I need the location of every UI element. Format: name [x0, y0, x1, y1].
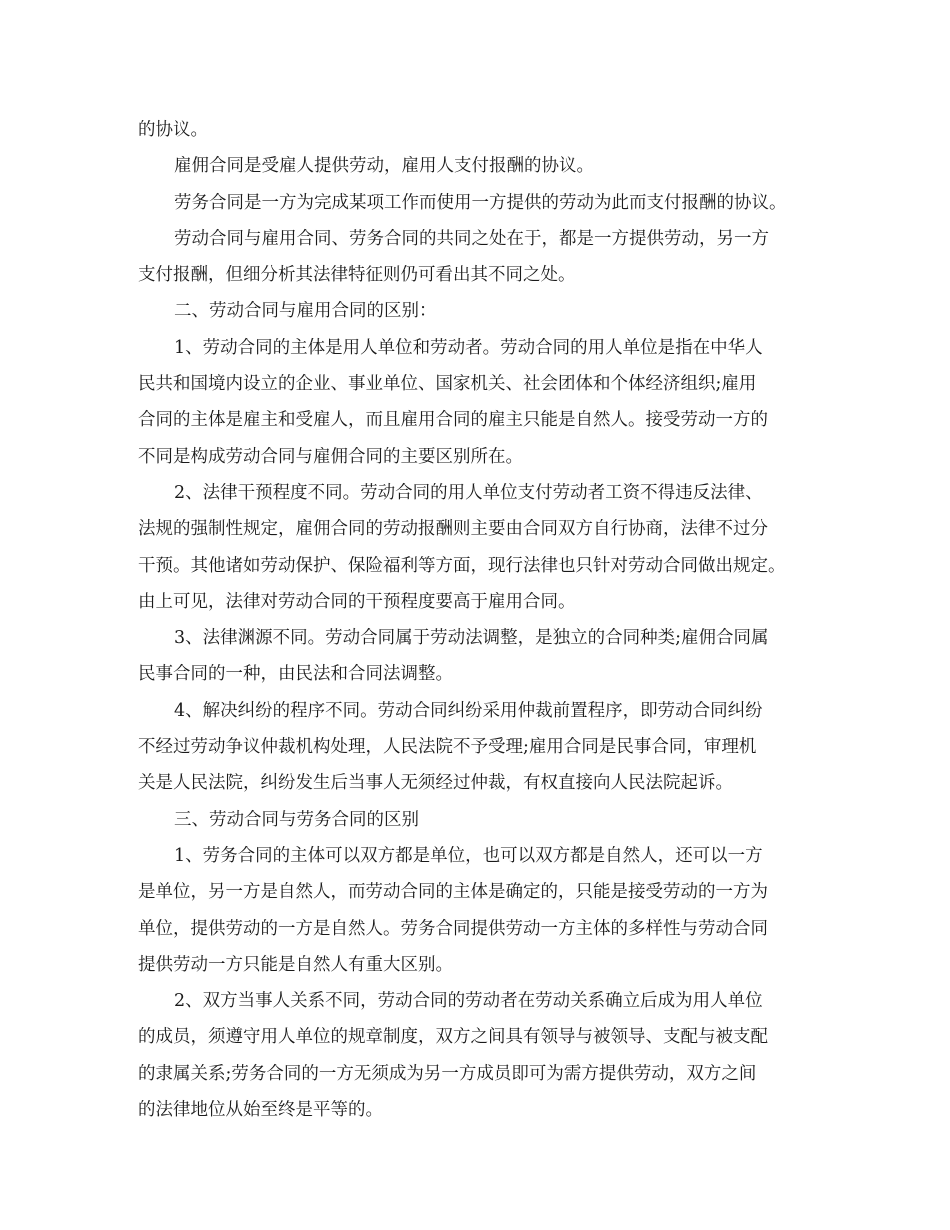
- text-line: 劳动合同与雇用合同、劳务合同的共同之处在于，都是一方提供劳动，另一方: [174, 228, 769, 249]
- text-line: 1、劳务合同的主体可以双方都是单位，也可以双方都是自然人，还可以一方: [174, 845, 763, 866]
- text-line: 由上可见，法律对劳动合同的干预程度要高于雇用合同。: [138, 591, 576, 612]
- text-line: 不同是构成劳动合同与雇佣合同的主要区别所在。: [138, 446, 523, 467]
- text-line: 民事合同的一种，由民法和合同法调整。: [138, 664, 453, 685]
- text-line: 2、双方当事人关系不同，劳动合同的劳动者在劳动关系确立后成为用人单位: [174, 991, 763, 1012]
- text-line: 提供劳动一方只能是自然人有重大区别。: [138, 954, 453, 975]
- text-line: 的成员，须遵守用人单位的规章制度，双方之间具有领导与被领导、支配与被支配: [138, 1027, 768, 1048]
- text-line: 3、法律渊源不同。劳动合同属于劳动法调整，是独立的合同种类;雇佣合同属: [174, 628, 769, 649]
- text-line: 二、劳动合同与雇用合同的区别：: [174, 301, 437, 322]
- text-line: 2、法律干预程度不同。劳动合同的用人单位支付劳动者工资不得违反法律、: [174, 482, 763, 503]
- text-line: 支付报酬，但细分析其法律特征则仍可看出其不同之处。: [138, 265, 576, 286]
- text-line: 的隶属关系;劳务合同的一方无须成为另一方成员即可为需方提供劳动，双方之间: [138, 1063, 757, 1084]
- text-line: 合同的主体是雇主和受雇人，而且雇用合同的雇主只能是自然人。接受劳动一方的: [138, 410, 768, 431]
- text-line: 三、劳动合同与劳务合同的区别: [174, 809, 419, 830]
- text-line: 干预。其他诸如劳动保护、保险福利等方面，现行法律也只针对劳动合同做出规定。: [138, 555, 786, 576]
- document-body: [138, 112, 818, 1128]
- text-line: 雇佣合同是受雇人提供劳动，雇用人支付报酬的协议。: [174, 156, 594, 177]
- text-line: 是单位，另一方是自然人，而劳动合同的主体是确定的，只能是接受劳动的一方为: [138, 882, 768, 903]
- text-line: 劳务合同是一方为完成某项工作而使用一方提供的劳动为此而支付报酬的协议。: [174, 192, 787, 213]
- text-line: 法规的强制性规定，雇佣合同的劳动报酬则主要由合同双方自行协商，法律不过分: [138, 519, 768, 540]
- text-line: 关是人民法院，纠纷发生后当事人无须经过仲裁，有权直接向人民法院起诉。: [138, 773, 733, 794]
- text-line: 1、劳动合同的主体是用人单位和劳动者。劳动合同的用人单位是指在中华人: [174, 337, 763, 358]
- text-line: 单位，提供劳动的一方是自然人。劳务合同提供劳动一方主体的多样性与劳动合同: [138, 918, 768, 939]
- text-line: 不经过劳动争议仲裁机构处理，人民法院不予受理;雇用合同是民事合同，审理机: [138, 737, 757, 758]
- text-line: 的法律地位从始至终是平等的。: [138, 1100, 383, 1121]
- text-line: 的协议。: [138, 120, 208, 140]
- text-line: 4、解决纠纷的程序不同。劳动合同纠纷采用仲裁前置程序，即劳动合同纠纷: [174, 700, 763, 721]
- text-line: 民共和国境内设立的企业、事业单位、国家机关、社会团体和个体经济组织;雇用: [138, 374, 757, 395]
